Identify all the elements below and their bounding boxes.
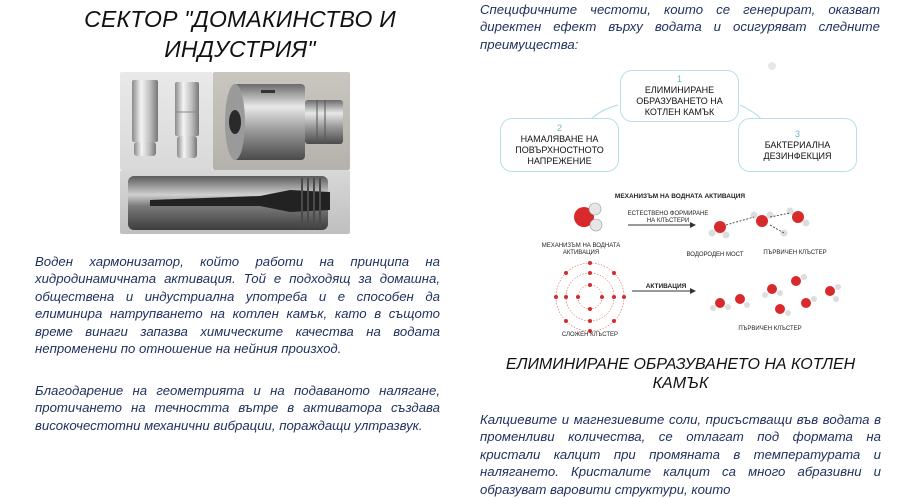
complex-cluster-icon bbox=[554, 261, 626, 333]
primary-cluster-top-label: ПЪРВИЧЕН КЛЪСТЕР bbox=[763, 250, 827, 256]
photo-small-activators bbox=[120, 72, 213, 170]
frequencies-paragraph: Специфичните честоти, които се генерират, оказват директен ефект върху водата и осигуряват следните преимущества: bbox=[480, 2, 880, 52]
natural-formation-label: ЕСТЕСТВЕНО ФОРМИРАНЕ НА КЛЪСТЕРИ bbox=[627, 211, 709, 224]
benefit-text-2: НАМАЛЯВАНЕ НА ПОВЪРХНОСТНОТО НАПРЕЖЕНИЕ bbox=[515, 134, 604, 166]
benefit-text-3: БАКТЕРИАЛНА ДЕЗИНФЕКЦИЯ bbox=[763, 139, 832, 161]
benefit-number-1: 1 bbox=[676, 74, 682, 84]
benefit-box-2 bbox=[500, 118, 619, 172]
benefit-number-3: 3 bbox=[794, 128, 800, 139]
activation-label: АКТИВАЦИЯ bbox=[645, 283, 687, 290]
primary-cluster-icon bbox=[709, 208, 810, 239]
mechanism-title: МЕХАНИЗЪМ НА ВОДНАТА АКТИВАЦИЯ bbox=[614, 193, 746, 200]
photo-cutaway-activator bbox=[120, 170, 350, 234]
description-paragraph: Воден хармонизатор, който работи на принципа на хидродинамичната активация. Той е подходящ за домашна, обществена и индустриална употреба и е способен да елиминира натрупването на котлен камък, като в същото време винаги запазва химическите качества на водата непроменени по отношение на нейния произход. bbox=[35, 254, 440, 357]
primary-clusters-bottom-icon bbox=[710, 274, 841, 316]
water-molecule-icon bbox=[574, 203, 602, 231]
complex-cluster-label: СЛОЖЕН КЛЪСТЕР bbox=[561, 332, 619, 338]
primary-cluster-bottom-label: ПЪРВИЧЕН КЛЪСТЕР bbox=[738, 326, 802, 332]
benefit-text-1: ЕЛИМИНИРАНЕ ОБРАЗУВАНЕТО НА КОТЛЕН КАМЪК bbox=[636, 85, 723, 117]
section-title-line2: ИНДУСТРИЯ" bbox=[164, 36, 316, 62]
benefit-box-3 bbox=[738, 118, 857, 172]
molecule-label: МЕХАНИЗЪМ НА ВОДНАТА АКТИВАЦИЯ bbox=[541, 243, 621, 256]
scale-elimination-heading: ЕЛИМИНИРАНЕ ОБРАЗУВАНЕТО НА КОТЛЕН КАМЪК bbox=[505, 356, 856, 392]
benefit-box-1 bbox=[620, 70, 739, 122]
benefit-number-2: 2 bbox=[556, 123, 562, 133]
hydrogen-bridge-label: ВОДОРОДЕН МОСТ bbox=[686, 252, 744, 258]
section-title bbox=[40, 4, 440, 64]
section-title-line1: СЕКТОР "ДОМАКИНСТВО И bbox=[84, 6, 396, 32]
photo-large-activator bbox=[213, 72, 350, 170]
calcium-paragraph: Калциевите и магнезиевите соли, присъстващи във водата в променливи количества, се отлагат под формата на кристали калцит при промяната в температурата и налягането. Кристалите калцит са много абразивни и образуват варовити структури, които bbox=[480, 412, 881, 497]
ultrasound-paragraph: Благодарение на геометрията и на подаваното налягане, протичането на течността вътре в активатора създава високочестотни механични вибрации, пораждащи ултразвук. bbox=[35, 383, 440, 433]
